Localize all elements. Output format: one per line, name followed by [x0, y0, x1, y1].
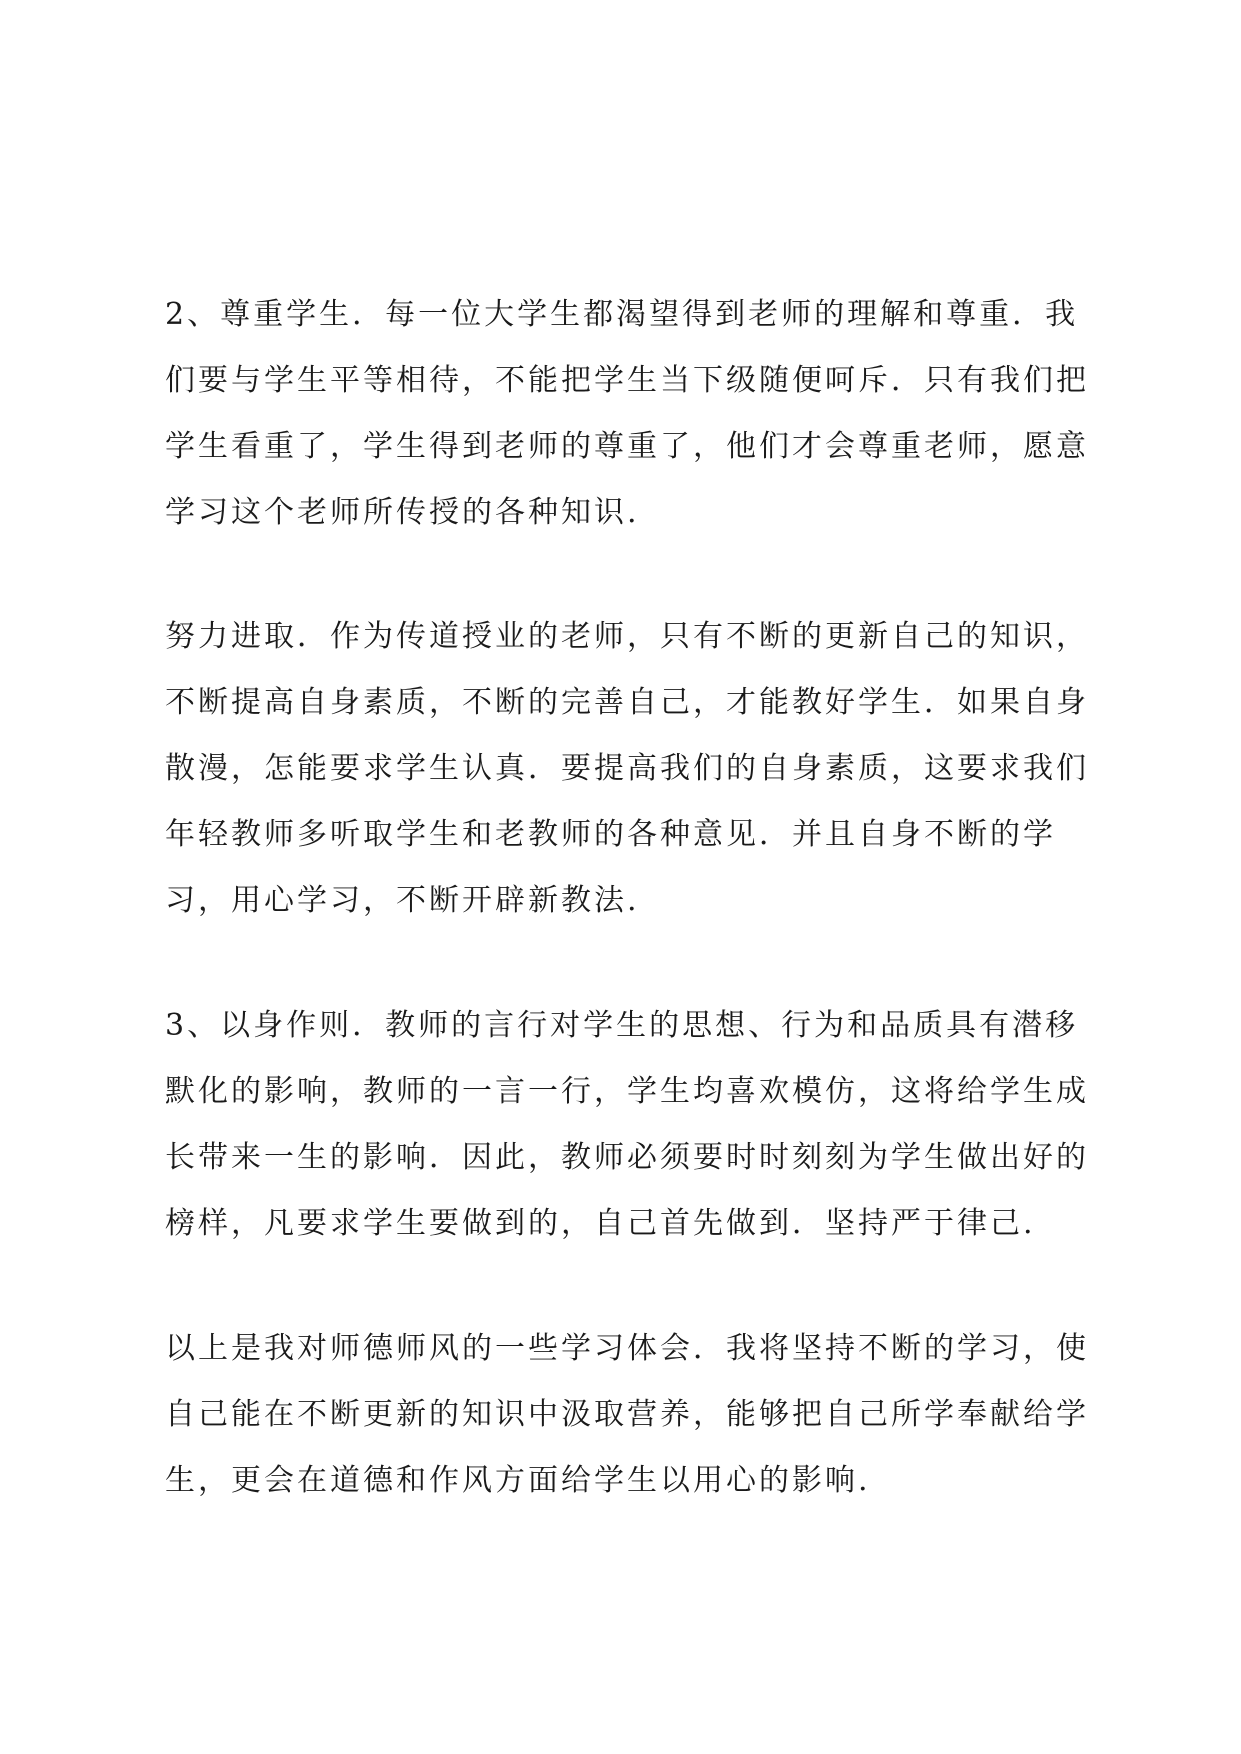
- paragraph-lead-by-example: [165, 993, 1090, 1257]
- text-line: 榜样，凡要求学生要做到的，自己首先做到．坚持严于律己.: [165, 1206, 1036, 1241]
- paragraph-conclusion: [165, 1316, 1090, 1514]
- text-line: 努力进取．作为传道授业的老师，只有不断的更新自己的知识，: [165, 619, 1089, 654]
- text-line: 不断提高自身素质，不断的完善自己，才能教好学生．如果自身: [165, 685, 1089, 720]
- text-line: 自己能在不断更新的知识中汲取营养，能够把自己所学奉献给学: [165, 1397, 1089, 1432]
- text-line: 3、以身作则．教师的言行对学生的思想、行为和品质具有潜移: [165, 1008, 1079, 1043]
- text-line: 学习这个老师所传授的各种知识.: [165, 495, 640, 530]
- paragraph-strive-forward: [165, 604, 1090, 934]
- text-line: 年轻教师多听取学生和老教师的各种意见．并且自身不断的学: [165, 817, 1056, 852]
- text-line: 长带来一生的影响．因此，教师必须要时时刻刻为学生做出好的: [165, 1140, 1089, 1175]
- text-line: 散漫，怎能要求学生认真．要提高我们的自身素质，这要求我们: [165, 751, 1089, 786]
- text-line: 2、尊重学生．每一位大学生都渴望得到老师的理解和尊重．我: [165, 297, 1079, 332]
- text-line: 习，用心学习，不断开辟新教法.: [165, 883, 640, 918]
- text-line: 生，更会在道德和作风方面给学生以用心的影响.: [165, 1463, 871, 1498]
- text-line: 默化的影响，教师的一言一行，学生均喜欢模仿，这将给学生成: [165, 1074, 1089, 1109]
- text-line: 学生看重了，学生得到老师的尊重了，他们才会尊重老师，愿意: [165, 429, 1089, 464]
- paragraph-respect-students: [165, 282, 1090, 546]
- text-line: 们要与学生平等相待，不能把学生当下级随便呵斥．只有我们把: [165, 363, 1089, 398]
- text-line: 以上是我对师德师风的一些学习体会．我将坚持不断的学习，使: [165, 1331, 1089, 1366]
